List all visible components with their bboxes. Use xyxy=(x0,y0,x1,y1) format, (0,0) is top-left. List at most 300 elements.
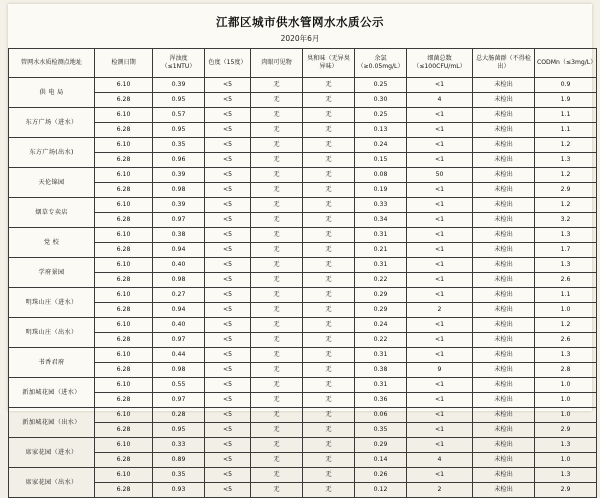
table-row xyxy=(9,123,597,138)
cell-bacteria-count: <1 xyxy=(407,423,473,438)
cell-site-name: 党 校 xyxy=(9,228,95,258)
cell-odor: 无 xyxy=(303,288,355,303)
table-row xyxy=(9,378,597,393)
cell-residual-chlorine: 0.29 xyxy=(355,288,407,303)
cell-turbidity: 0.39 xyxy=(153,198,205,213)
cell-odor: 无 xyxy=(303,228,355,243)
cell-chroma: <5 xyxy=(205,138,251,153)
cell-turbidity: 0.93 xyxy=(153,483,205,498)
cell-codmn: 2.8 xyxy=(535,363,597,378)
cell-codmn: 1.2 xyxy=(535,138,597,153)
page-subtitle: 2020年6月 xyxy=(280,34,320,43)
cell-residual-chlorine: 0.31 xyxy=(355,378,407,393)
cell-chroma: <5 xyxy=(205,168,251,183)
cell-codmn: 2.6 xyxy=(535,333,597,348)
column-header-chroma: 色度（15度） xyxy=(205,49,251,78)
cell-visible-matter: 无 xyxy=(251,168,303,183)
cell-residual-chlorine: 0.33 xyxy=(355,198,407,213)
table-row xyxy=(9,483,597,498)
table-row xyxy=(9,183,597,198)
cell-turbidity: 0.96 xyxy=(153,153,205,168)
table-row xyxy=(9,78,597,93)
cell-codmn: 1.0 xyxy=(535,408,597,423)
cell-odor: 无 xyxy=(303,273,355,288)
cell-bacteria-count: 50 xyxy=(407,168,473,183)
cell-residual-chlorine: 0.31 xyxy=(355,258,407,273)
cell-odor: 无 xyxy=(303,183,355,198)
page-title: 江都区城市供水管网水水质公示 xyxy=(216,15,384,29)
cell-visible-matter: 无 xyxy=(251,123,303,138)
table-body xyxy=(9,78,597,498)
cell-visible-matter: 无 xyxy=(251,393,303,408)
cell-visible-matter: 无 xyxy=(251,258,303,273)
table-row xyxy=(9,198,597,213)
cell-date: 6.10 xyxy=(95,318,153,333)
cell-date: 6.10 xyxy=(95,138,153,153)
cell-codmn: 1.0 xyxy=(535,303,597,318)
cell-residual-chlorine: 0.26 xyxy=(355,468,407,483)
cell-date: 6.28 xyxy=(95,333,153,348)
cell-turbidity: 0.55 xyxy=(153,378,205,393)
cell-coliform: 未检出 xyxy=(473,483,535,498)
cell-chroma: <5 xyxy=(205,78,251,93)
cell-bacteria-count: <1 xyxy=(407,228,473,243)
cell-date: 6.10 xyxy=(95,348,153,363)
cell-odor: 无 xyxy=(303,213,355,228)
cell-coliform: 未检出 xyxy=(473,108,535,123)
cell-visible-matter: 无 xyxy=(251,273,303,288)
cell-bacteria-count: 2 xyxy=(407,303,473,318)
cell-bacteria-count: <1 xyxy=(407,258,473,273)
cell-site-name: 书香君府 xyxy=(9,348,95,378)
cell-turbidity: 0.35 xyxy=(153,138,205,153)
cell-codmn: 1.3 xyxy=(535,438,597,453)
cell-residual-chlorine: 0.14 xyxy=(355,453,407,468)
cell-visible-matter: 无 xyxy=(251,303,303,318)
table-row xyxy=(9,213,597,228)
cell-odor: 无 xyxy=(303,393,355,408)
cell-odor: 无 xyxy=(303,318,355,333)
table-row xyxy=(9,393,597,408)
cell-date: 6.28 xyxy=(95,93,153,108)
cell-codmn: 1.1 xyxy=(535,108,597,123)
cell-residual-chlorine: 0.34 xyxy=(355,213,407,228)
cell-turbidity: 0.97 xyxy=(153,393,205,408)
cell-site-name: 席家花园（进水） xyxy=(9,438,95,468)
cell-bacteria-count: <1 xyxy=(407,198,473,213)
cell-turbidity: 0.89 xyxy=(153,453,205,468)
cell-date: 6.10 xyxy=(95,378,153,393)
cell-bacteria-count: <1 xyxy=(407,243,473,258)
cell-chroma: <5 xyxy=(205,123,251,138)
cell-turbidity: 0.27 xyxy=(153,288,205,303)
cell-date: 6.10 xyxy=(95,198,153,213)
table-header xyxy=(9,49,597,78)
cell-turbidity: 0.97 xyxy=(153,213,205,228)
table-row xyxy=(9,303,597,318)
cell-coliform: 未检出 xyxy=(473,303,535,318)
cell-odor: 无 xyxy=(303,78,355,93)
table-row xyxy=(9,438,597,453)
cell-turbidity: 0.97 xyxy=(153,333,205,348)
cell-turbidity: 0.40 xyxy=(153,258,205,273)
cell-site-name: 明珠山庄（出水） xyxy=(9,318,95,348)
cell-site-name: 学府景园 xyxy=(9,258,95,288)
cell-bacteria-count: <1 xyxy=(407,78,473,93)
cell-coliform: 未检出 xyxy=(473,378,535,393)
cell-odor: 无 xyxy=(303,243,355,258)
cell-odor: 无 xyxy=(303,198,355,213)
cell-bacteria-count: 4 xyxy=(407,453,473,468)
cell-site-name: 东方广场（进水） xyxy=(9,108,95,138)
cell-turbidity: 0.95 xyxy=(153,93,205,108)
cell-residual-chlorine: 0.25 xyxy=(355,108,407,123)
cell-codmn: 1.7 xyxy=(535,243,597,258)
column-header-residual-chlorine: 余氯（≥0.05mg/L） xyxy=(355,49,407,78)
table-row xyxy=(9,228,597,243)
column-header-site: 管网水水质检测点地址 xyxy=(9,49,95,78)
water-quality-table xyxy=(8,48,597,498)
cell-site-name: 席家花园（出水） xyxy=(9,468,95,498)
table-row xyxy=(9,153,597,168)
cell-site-name: 烟草专卖店 xyxy=(9,198,95,228)
cell-residual-chlorine: 0.30 xyxy=(355,93,407,108)
cell-coliform: 未检出 xyxy=(473,468,535,483)
cell-residual-chlorine: 0.31 xyxy=(355,348,407,363)
cell-chroma: <5 xyxy=(205,393,251,408)
cell-date: 6.28 xyxy=(95,243,153,258)
cell-codmn: 2.9 xyxy=(535,483,597,498)
cell-date: 6.28 xyxy=(95,183,153,198)
cell-codmn: 0.9 xyxy=(535,78,597,93)
cell-coliform: 未检出 xyxy=(473,243,535,258)
cell-bacteria-count: <1 xyxy=(407,378,473,393)
cell-visible-matter: 无 xyxy=(251,78,303,93)
table-row xyxy=(9,333,597,348)
table-row xyxy=(9,288,597,303)
cell-chroma: <5 xyxy=(205,333,251,348)
table-row xyxy=(9,318,597,333)
cell-date: 6.28 xyxy=(95,153,153,168)
cell-site-name: 新加城花园（进水） xyxy=(9,378,95,408)
cell-odor: 无 xyxy=(303,153,355,168)
cell-codmn: 1.3 xyxy=(535,468,597,483)
cell-odor: 无 xyxy=(303,258,355,273)
cell-date: 6.10 xyxy=(95,438,153,453)
cell-site-name: 天伦锦园 xyxy=(9,168,95,198)
cell-turbidity: 0.33 xyxy=(153,438,205,453)
cell-codmn: 1.3 xyxy=(535,228,597,243)
cell-coliform: 未检出 xyxy=(473,333,535,348)
cell-chroma: <5 xyxy=(205,348,251,363)
cell-visible-matter: 无 xyxy=(251,363,303,378)
cell-codmn: 1.0 xyxy=(535,453,597,468)
cell-codmn: 1.2 xyxy=(535,318,597,333)
cell-codmn: 1.0 xyxy=(535,393,597,408)
cell-chroma: <5 xyxy=(205,258,251,273)
cell-odor: 无 xyxy=(303,363,355,378)
cell-visible-matter: 无 xyxy=(251,138,303,153)
cell-visible-matter: 无 xyxy=(251,213,303,228)
cell-coliform: 未检出 xyxy=(473,318,535,333)
cell-coliform: 未检出 xyxy=(473,288,535,303)
cell-bacteria-count: 2 xyxy=(407,483,473,498)
cell-date: 6.28 xyxy=(95,483,153,498)
cell-chroma: <5 xyxy=(205,483,251,498)
cell-visible-matter: 无 xyxy=(251,243,303,258)
cell-site-name: 明珠山庄（进水） xyxy=(9,288,95,318)
cell-chroma: <5 xyxy=(205,93,251,108)
cell-bacteria-count: <1 xyxy=(407,438,473,453)
cell-odor: 无 xyxy=(303,453,355,468)
cell-bacteria-count: <1 xyxy=(407,468,473,483)
cell-residual-chlorine: 0.31 xyxy=(355,228,407,243)
cell-chroma: <5 xyxy=(205,183,251,198)
cell-visible-matter: 无 xyxy=(251,423,303,438)
cell-odor: 无 xyxy=(303,168,355,183)
table-row xyxy=(9,108,597,123)
cell-bacteria-count: <1 xyxy=(407,273,473,288)
cell-residual-chlorine: 0.22 xyxy=(355,333,407,348)
column-header-turbidity: 浑浊度（≤1NTU） xyxy=(153,49,205,78)
cell-odor: 无 xyxy=(303,333,355,348)
cell-site-name: 新加城花园（出水） xyxy=(9,408,95,438)
cell-codmn: 1.3 xyxy=(535,153,597,168)
cell-residual-chlorine: 0.06 xyxy=(355,408,407,423)
cell-odor: 无 xyxy=(303,468,355,483)
cell-codmn: 3.2 xyxy=(535,213,597,228)
cell-residual-chlorine: 0.24 xyxy=(355,318,407,333)
table-row xyxy=(9,363,597,378)
cell-bacteria-count: <1 xyxy=(407,288,473,303)
cell-turbidity: 0.98 xyxy=(153,363,205,378)
cell-turbidity: 0.95 xyxy=(153,123,205,138)
cell-visible-matter: 无 xyxy=(251,288,303,303)
table-row xyxy=(9,348,597,363)
cell-chroma: <5 xyxy=(205,153,251,168)
cell-residual-chlorine: 0.21 xyxy=(355,243,407,258)
cell-bacteria-count: <1 xyxy=(407,318,473,333)
cell-codmn: 1.1 xyxy=(535,123,597,138)
cell-bacteria-count: <1 xyxy=(407,123,473,138)
cell-chroma: <5 xyxy=(205,108,251,123)
cell-bacteria-count: <1 xyxy=(407,213,473,228)
cell-bacteria-count: <1 xyxy=(407,108,473,123)
cell-date: 6.28 xyxy=(95,453,153,468)
cell-bacteria-count: <1 xyxy=(407,138,473,153)
table-row xyxy=(9,273,597,288)
cell-codmn: 2.9 xyxy=(535,183,597,198)
cell-date: 6.28 xyxy=(95,363,153,378)
cell-residual-chlorine: 0.38 xyxy=(355,363,407,378)
column-header-coliform: 总大肠菌群（不得检出） xyxy=(473,49,535,78)
column-header-odor: 臭和味（无异臭异味） xyxy=(303,49,355,78)
cell-visible-matter: 无 xyxy=(251,438,303,453)
cell-turbidity: 0.44 xyxy=(153,348,205,363)
cell-odor: 无 xyxy=(303,378,355,393)
cell-bacteria-count: <1 xyxy=(407,183,473,198)
cell-visible-matter: 无 xyxy=(251,93,303,108)
cell-chroma: <5 xyxy=(205,408,251,423)
table-row xyxy=(9,93,597,108)
cell-visible-matter: 无 xyxy=(251,468,303,483)
column-header-date: 检测日期 xyxy=(95,49,153,78)
cell-date: 6.10 xyxy=(95,288,153,303)
cell-chroma: <5 xyxy=(205,303,251,318)
cell-turbidity: 0.35 xyxy=(153,468,205,483)
cell-residual-chlorine: 0.12 xyxy=(355,483,407,498)
cell-residual-chlorine: 0.36 xyxy=(355,393,407,408)
cell-coliform: 未检出 xyxy=(473,408,535,423)
cell-visible-matter: 无 xyxy=(251,183,303,198)
cell-odor: 无 xyxy=(303,483,355,498)
cell-site-name: 东方广场(出水) xyxy=(9,138,95,168)
cell-turbidity: 0.98 xyxy=(153,273,205,288)
cell-odor: 无 xyxy=(303,423,355,438)
cell-date: 6.28 xyxy=(95,303,153,318)
cell-chroma: <5 xyxy=(205,318,251,333)
cell-chroma: <5 xyxy=(205,198,251,213)
cell-date: 6.28 xyxy=(95,273,153,288)
table-row xyxy=(9,138,597,153)
cell-codmn: 1.2 xyxy=(535,198,597,213)
cell-date: 6.28 xyxy=(95,393,153,408)
cell-visible-matter: 无 xyxy=(251,408,303,423)
cell-bacteria-count: 9 xyxy=(407,363,473,378)
cell-coliform: 未检出 xyxy=(473,393,535,408)
cell-coliform: 未检出 xyxy=(473,228,535,243)
cell-date: 6.10 xyxy=(95,468,153,483)
cell-turbidity: 0.98 xyxy=(153,183,205,198)
table-row xyxy=(9,243,597,258)
cell-residual-chlorine: 0.15 xyxy=(355,153,407,168)
cell-date: 6.10 xyxy=(95,258,153,273)
cell-chroma: <5 xyxy=(205,453,251,468)
cell-turbidity: 0.94 xyxy=(153,243,205,258)
cell-coliform: 未检出 xyxy=(473,138,535,153)
cell-residual-chlorine: 0.19 xyxy=(355,183,407,198)
column-header-bacteria-count: 细菌总数（≤100CFU/mL） xyxy=(407,49,473,78)
document-paper xyxy=(8,4,597,494)
cell-codmn: 1.0 xyxy=(535,378,597,393)
cell-visible-matter: 无 xyxy=(251,153,303,168)
cell-odor: 无 xyxy=(303,438,355,453)
table-row xyxy=(9,168,597,183)
cell-coliform: 未检出 xyxy=(473,438,535,453)
cell-chroma: <5 xyxy=(205,378,251,393)
table-header-row xyxy=(9,49,597,78)
cell-date: 6.28 xyxy=(95,123,153,138)
cell-residual-chlorine: 0.35 xyxy=(355,423,407,438)
cell-coliform: 未检出 xyxy=(473,198,535,213)
cell-odor: 无 xyxy=(303,93,355,108)
cell-visible-matter: 无 xyxy=(251,453,303,468)
cell-chroma: <5 xyxy=(205,213,251,228)
cell-coliform: 未检出 xyxy=(473,348,535,363)
cell-odor: 无 xyxy=(303,108,355,123)
cell-bacteria-count: <1 xyxy=(407,153,473,168)
cell-bacteria-count: <1 xyxy=(407,408,473,423)
cell-odor: 无 xyxy=(303,123,355,138)
cell-residual-chlorine: 0.29 xyxy=(355,303,407,318)
cell-visible-matter: 无 xyxy=(251,483,303,498)
cell-coliform: 未检出 xyxy=(473,423,535,438)
cell-coliform: 未检出 xyxy=(473,213,535,228)
cell-codmn: 2.9 xyxy=(535,423,597,438)
cell-bacteria-count: 4 xyxy=(407,93,473,108)
cell-coliform: 未检出 xyxy=(473,363,535,378)
cell-codmn: 2.6 xyxy=(535,273,597,288)
cell-codmn: 1.9 xyxy=(535,93,597,108)
cell-residual-chlorine: 0.08 xyxy=(355,168,407,183)
cell-chroma: <5 xyxy=(205,273,251,288)
cell-visible-matter: 无 xyxy=(251,318,303,333)
cell-turbidity: 0.39 xyxy=(153,168,205,183)
cell-chroma: <5 xyxy=(205,423,251,438)
cell-date: 6.28 xyxy=(95,213,153,228)
table-row xyxy=(9,423,597,438)
cell-coliform: 未检出 xyxy=(473,168,535,183)
cell-date: 6.10 xyxy=(95,408,153,423)
cell-residual-chlorine: 0.22 xyxy=(355,273,407,288)
column-header-codmn: CODMn（≤3mg/L） xyxy=(535,49,597,78)
cell-residual-chlorine: 0.29 xyxy=(355,438,407,453)
cell-chroma: <5 xyxy=(205,243,251,258)
cell-codmn: 1.3 xyxy=(535,258,597,273)
cell-odor: 无 xyxy=(303,348,355,363)
cell-coliform: 未检出 xyxy=(473,93,535,108)
cell-coliform: 未检出 xyxy=(473,258,535,273)
cell-visible-matter: 无 xyxy=(251,198,303,213)
column-header-visible-matter: 肉眼可见物 xyxy=(251,49,303,78)
cell-turbidity: 0.40 xyxy=(153,318,205,333)
cell-chroma: <5 xyxy=(205,288,251,303)
table-row xyxy=(9,408,597,423)
cell-turbidity: 0.38 xyxy=(153,228,205,243)
cell-coliform: 未检出 xyxy=(473,123,535,138)
cell-chroma: <5 xyxy=(205,228,251,243)
cell-codmn: 1.3 xyxy=(535,348,597,363)
cell-chroma: <5 xyxy=(205,468,251,483)
cell-turbidity: 0.57 xyxy=(153,108,205,123)
cell-bacteria-count: <1 xyxy=(407,333,473,348)
cell-residual-chlorine: 0.25 xyxy=(355,78,407,93)
cell-odor: 无 xyxy=(303,138,355,153)
cell-turbidity: 0.94 xyxy=(153,303,205,318)
cell-coliform: 未检出 xyxy=(473,78,535,93)
table-row xyxy=(9,453,597,468)
cell-date: 6.10 xyxy=(95,78,153,93)
cell-coliform: 未检出 xyxy=(473,273,535,288)
cell-residual-chlorine: 0.24 xyxy=(355,138,407,153)
cell-visible-matter: 无 xyxy=(251,333,303,348)
cell-residual-chlorine: 0.13 xyxy=(355,123,407,138)
cell-date: 6.10 xyxy=(95,168,153,183)
cell-odor: 无 xyxy=(303,303,355,318)
cell-codmn: 1.2 xyxy=(535,168,597,183)
cell-turbidity: 0.28 xyxy=(153,408,205,423)
table-row xyxy=(9,468,597,483)
cell-turbidity: 0.39 xyxy=(153,78,205,93)
cell-date: 6.10 xyxy=(95,108,153,123)
table-row xyxy=(9,258,597,273)
cell-site-name: 供 电 局 xyxy=(9,78,95,108)
cell-chroma: <5 xyxy=(205,438,251,453)
cell-bacteria-count: <1 xyxy=(407,393,473,408)
cell-visible-matter: 无 xyxy=(251,108,303,123)
cell-coliform: 未检出 xyxy=(473,153,535,168)
cell-visible-matter: 无 xyxy=(251,348,303,363)
